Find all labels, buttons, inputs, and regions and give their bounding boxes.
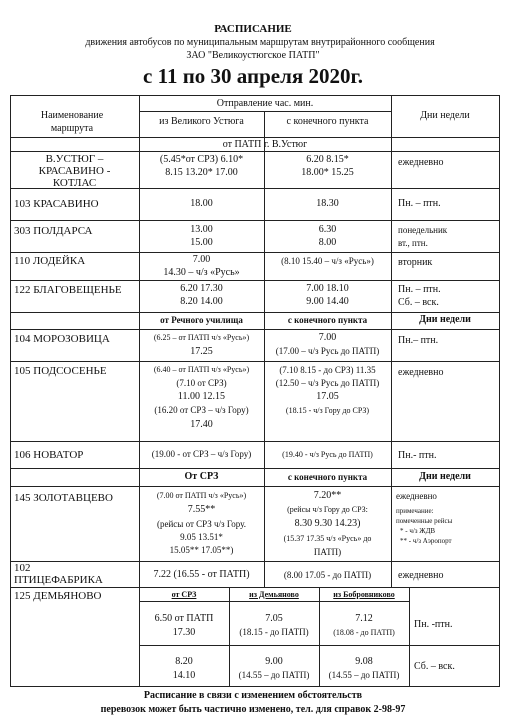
departure-times: (рейсы от СРЗ ч/з Гору.: [156, 519, 246, 529]
departure-times: 7.00: [192, 254, 211, 265]
days-of-week: Пн. – птн.: [398, 284, 441, 295]
departure-times: 7.22 (16.55 - от ПАТП): [153, 569, 250, 580]
departure-times: 8.20 14.00: [180, 296, 223, 307]
return-times: 7.20**: [313, 490, 342, 501]
column-header-from-demyanovo: из Демьяново: [249, 590, 299, 599]
days-of-week: Сб. – вск.: [414, 661, 455, 672]
return-times: 6.30: [318, 224, 337, 235]
return-times: (12.50 – ч/з Русь до ПАТП): [275, 378, 380, 388]
return-times: (7.10 8.15 - до СРЗ) 11.35: [279, 365, 376, 375]
column-header-from-end: с конечного пункта: [286, 116, 369, 127]
departure-times: (5.45*от СРЗ) 6.10*: [159, 154, 244, 165]
section-header-from-river-school: от Речного училища: [160, 315, 243, 325]
section-header-from-end: с конечного пункта: [287, 472, 368, 482]
days-of-week: Пн. – птн.: [398, 198, 441, 209]
return-times: 17.05: [316, 391, 339, 402]
return-times: 9.00: [265, 656, 283, 667]
column-header-departure: Отправление час. мин.: [216, 98, 314, 109]
return-times: ПАТП): [313, 547, 342, 557]
footer-note: перевозок может быть частично изменено, тел. для справок 2-98-97: [100, 704, 406, 715]
departure-times: 8.15 13.20* 17.00: [165, 167, 238, 178]
return-times: (18.08 - до ПАТП): [333, 628, 395, 637]
footer-note: Расписание в связи с изменением обстоятельств: [143, 690, 363, 701]
schedule-period: с 11 по 30 апреля 2020г.: [143, 64, 363, 88]
return-times: (18.15 - ч/з Гору до СРЗ): [285, 406, 370, 415]
departure-times: 17.40: [190, 419, 213, 430]
days-of-week: Сб. – вск.: [398, 297, 439, 308]
return-times: 18.30: [316, 198, 339, 209]
return-times: 9.08: [355, 656, 373, 667]
departure-times: (19.00 - от СРЗ – ч/з Гору): [151, 449, 252, 459]
departure-times: (6.40 – от ПАТП ч/з «Русь»): [153, 365, 250, 374]
route-name: ПТИЦЕФАБРИКА: [14, 574, 103, 586]
route-name: 122 БЛАГОВЕЩЕНЬЕ: [14, 284, 122, 296]
note-text: * - ч/з ЖДВ: [400, 527, 436, 535]
return-times: (14.55 – до ПАТП): [328, 670, 400, 680]
return-times: (14.55 – до ПАТП): [238, 670, 310, 680]
return-times: 7.12: [355, 613, 373, 624]
departure-times: 15.05** 17.05**): [169, 545, 234, 555]
days-of-week: вт., птн.: [398, 238, 428, 248]
route-name: 110 ЛОДЕЙКА: [14, 255, 86, 267]
departure-times: (7.10 от СРЗ): [176, 378, 227, 388]
departure-times: 18.00: [190, 198, 213, 209]
days-of-week: ежедневно: [396, 491, 437, 501]
departure-times: 9.05 13.51*: [180, 532, 223, 542]
departure-times: 17.30: [172, 627, 196, 638]
departure-times: 6.50 от ПАТП: [154, 613, 214, 624]
return-times: 6.20 8.15*: [306, 154, 349, 165]
note-text: ** - ч/з Аэропорт: [400, 537, 452, 545]
route-name: 102: [14, 562, 31, 574]
return-times: 7.00: [318, 332, 337, 343]
route-name: 125 ДЕМЬЯНОВО: [14, 590, 102, 602]
route-name: КРАСАВИНО -: [38, 165, 111, 177]
departure-times: (7.00 от ПАТП ч/з «Русь»): [156, 491, 247, 500]
return-times: (18.15 - до ПАТП): [239, 627, 309, 637]
return-times: (рейсы ч/з Гору до СРЗ:: [287, 505, 368, 514]
days-of-week: вторник: [398, 257, 433, 268]
note-label: примечание:: [396, 507, 434, 515]
return-times: (15.37 17.35 ч/з «Русь» до: [283, 534, 372, 543]
days-of-week: Пн.– птн.: [398, 335, 439, 346]
days-of-week: Пн.- птн.: [398, 450, 437, 461]
section-header-from-srz: От СРЗ: [184, 471, 219, 482]
departure-times: (16.20 от СРЗ – ч/з Гору): [154, 405, 249, 415]
days-of-week: ежедневно: [398, 570, 444, 581]
column-header-from-bobrovnikovo: из Бобровниково: [333, 590, 395, 599]
departure-times: (6.25 – от ПАТП ч/з «Русь»): [153, 333, 250, 342]
page-subtitle: движения автобусов по муниципальным маршрутам внутрирайонного сообщения: [85, 37, 435, 48]
return-times: (8.10 15.40 – ч/з «Русь»): [281, 256, 374, 266]
days-of-week: ежедневно: [398, 157, 444, 168]
departure-times: 17.25: [190, 346, 213, 357]
note-text: помеченные рейсы: [396, 517, 453, 525]
route-name: 303 ПОЛДАРСА: [14, 225, 93, 237]
route-name: В.УСТЮГ –: [45, 153, 104, 165]
return-times: 7.05: [265, 613, 283, 624]
departure-times: 6.20 17.30: [180, 283, 223, 294]
return-times: 9.00 14.40: [306, 296, 349, 307]
return-times: 8.00: [318, 237, 337, 248]
column-header-route: Наименование маршрута: [40, 110, 104, 134]
days-of-week: понедельник: [398, 225, 448, 235]
departure-times: 8.20: [175, 656, 193, 667]
return-times: (17.00 – ч/з Русь до ПАТП): [275, 346, 380, 356]
return-times: 7.00 18.10: [306, 283, 349, 294]
departure-times: 7.55**: [187, 504, 216, 515]
route-name: 106 НОВАТОР: [14, 449, 84, 461]
company-name: ЗАО "Великоустюгское ПАТП": [186, 50, 320, 61]
section-header-from-end: с конечного пункта: [287, 315, 368, 325]
departure-times: 13.00: [190, 224, 213, 235]
column-header-from-srz: от СРЗ: [171, 590, 197, 599]
return-times: 18.00* 15.25: [301, 167, 354, 178]
route-name: 145 ЗОЛОТАВЦЕВО: [14, 492, 113, 504]
days-of-week: Пн. -птн.: [414, 619, 453, 630]
route-name: 104 МОРОЗОВИЦА: [14, 333, 110, 345]
departure-times: 15.00: [190, 237, 213, 248]
departure-times: 14.10: [172, 670, 196, 681]
return-times: (19.40 - ч/з Русь до ПАТП): [282, 450, 373, 459]
column-header-from-ustyug: из Великого Устюга: [159, 116, 244, 127]
departure-times: 14.30 – ч/з «Русь»: [163, 267, 240, 278]
return-times: (8.00 17.05 - до ПАТП): [283, 570, 372, 580]
section-header-days: Дни недели: [419, 471, 471, 482]
days-of-week: ежедневно: [398, 367, 444, 378]
subheader-from-patp: от ПАТП г. В.Устюг: [222, 139, 308, 150]
column-header-days: Дни недели: [420, 110, 470, 121]
route-name: 105 ПОДСОСЕНЬЕ: [14, 365, 107, 377]
departure-times: 11.00 12.15: [177, 391, 226, 402]
route-name: 103 КРАСАВИНО: [14, 198, 99, 210]
section-header-days: Дни недели: [419, 314, 471, 325]
page-title: РАСПИСАНИЕ: [214, 23, 292, 35]
route-name: КОТЛАС: [52, 177, 97, 189]
return-times: 8.30 9.30 14.23): [294, 518, 361, 529]
